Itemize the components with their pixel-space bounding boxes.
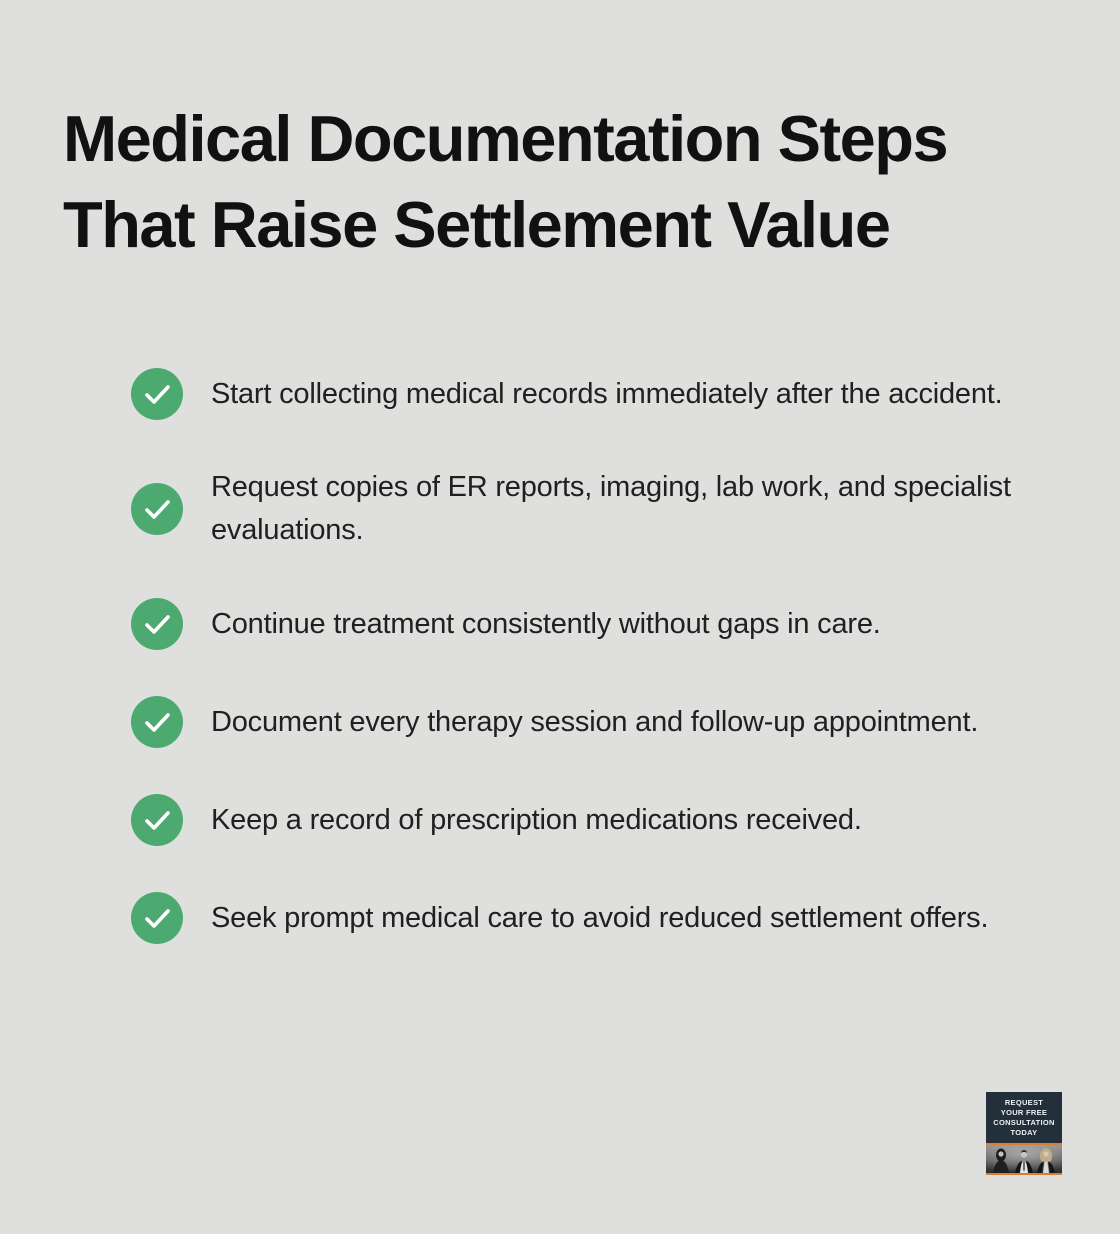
checkmark-icon [144,810,171,831]
cta-line: TODAY [1010,1128,1038,1137]
cta-line: CONSULTATION [993,1118,1055,1127]
badge-accent-line [986,1173,1062,1175]
checklist-item-text: Continue treatment consistently without gaps in care. [211,607,881,640]
checkmark-icon [144,499,171,520]
consultation-cta-badge[interactable] [986,1092,1062,1175]
checklist-item [131,794,1041,846]
checklist-item-text: Seek prompt medical care to avoid reduced settlement offers. [211,901,989,934]
page-title [63,96,1053,268]
check-circle-icon [131,696,183,748]
checklist-item-text: Request copies of ER reports, imaging, lab work, and specialist evaluations. [211,471,1011,546]
cta-line: YOUR FREE [1000,1108,1048,1117]
cta-line: REQUEST [1004,1098,1044,1107]
checklist-item [131,368,1041,420]
page-title-line-2: That Raise Settlement Value [63,188,890,261]
check-circle-icon [131,892,183,944]
checklist-item-text: Start collecting medical records immediately after the accident. [211,377,1003,410]
page-title-line-1: Medical Documentation Steps [63,102,948,175]
checklist-item [131,598,1041,650]
check-circle-icon [131,794,183,846]
consultation-cta-text [986,1092,1062,1143]
checklist [131,368,1041,944]
checkmark-icon [144,908,171,929]
checklist-item [131,892,1041,944]
checkmark-icon [144,614,171,635]
checklist-item [131,466,1041,552]
checkmark-icon [144,712,171,733]
check-circle-icon [131,598,183,650]
checklist-item [131,696,1041,748]
checkmark-icon [144,384,171,405]
checklist-item-text: Keep a record of prescription medications received. [211,803,862,836]
attorneys-photo [986,1145,1062,1173]
checklist-item-text: Document every therapy session and follow-up appointment. [211,705,979,738]
check-circle-icon [131,368,183,420]
check-circle-icon [131,483,183,535]
